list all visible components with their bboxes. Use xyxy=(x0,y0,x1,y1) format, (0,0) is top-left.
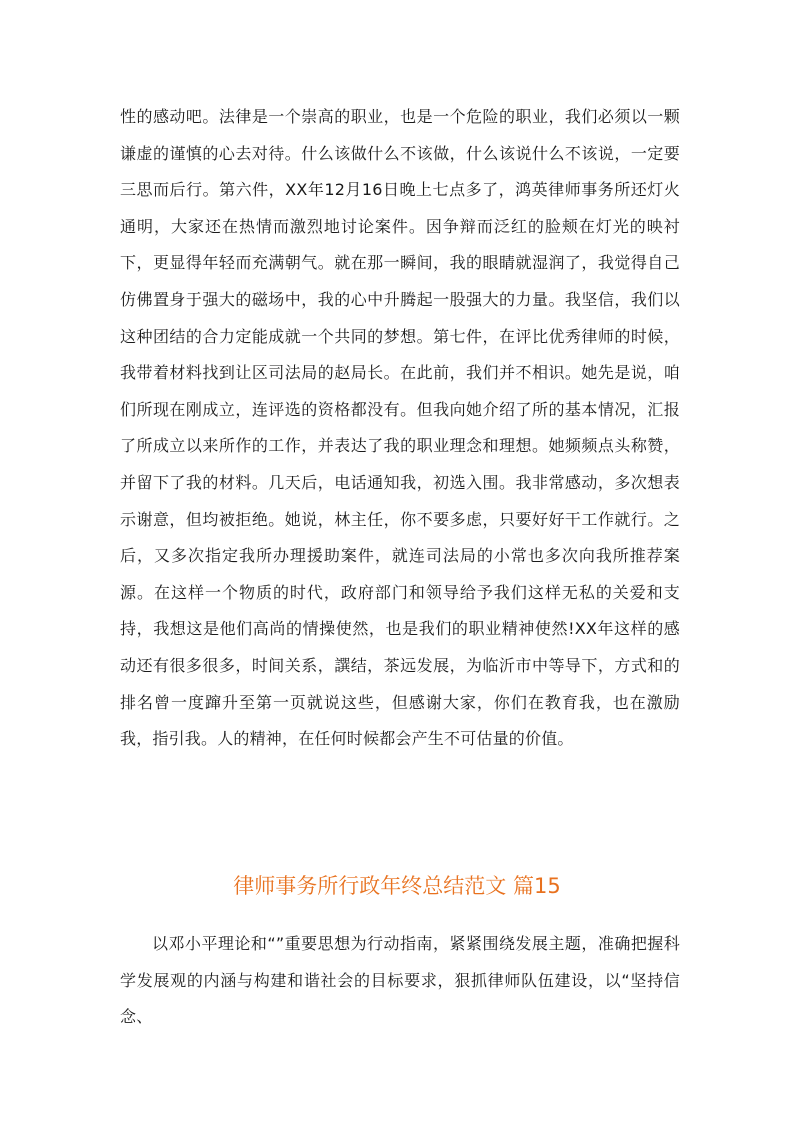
body-paragraph-2: 以邓小平理论和“”重要思想为行动指南，紧紧围绕发展主题，准确把握科学发展观的内涵与构建和谐社会的目标要求，狠抓律师队伍建设，以“坚持信念、 xyxy=(120,934,680,1027)
body-paragraph: 性的感动吧。法律是一个崇高的职业，也是一个危险的职业，我们必须以一颗谦虚的谨慎的心去对待。什么该做什么不该做，什么该说什么不该说，一定要三思而后行。第六件，XX年12月16日晚上七点多了，鸿英律师事务所还灯火通明，大家还在热情而激烈地讨论案件。因争辩而泛红的脸颊在灯光的映衬下，更显得年轻而充满朝气。就在那一瞬间，我的眼睛就湿润了，我觉得自己仿佛置身于强大的磁场中，我的心中升腾起一股强大的力量。我坚信，我们以这种团结的合力定能成就一个共同的梦想。第七件，在评比优秀律师的时候，我带着材料找到让区司法局的赵局长。在此前，我们并不相识。她先是说，咱们所现在刚成立，连评选的资格都没有。但我向她介绍了所的基本情况，汇报了所成立以来所作的工作，并表达了我的职业理念和理想。她频频点头称赞，并留下了我的材料。几天后，电话通知我，初选入围。我非常感动，多次想表示谢意，但均被拒绝。她说，林主任，你不要多虑，只要好好干工作就行。之后，又多次指定我所办理援助案件，就连司法局的小常也多次向我所推荐案源。在这样一个物质的时代，政府部门和领导给予我们这样无私的关爱和支持，我想这是他们高尚的情操使然，也是我们的职业精神使然!XX年这样的感动还有很多很多，时间关系，譔结，茶远发展，为临沂市中等导下，方式和的排名曾一度蹿升至第一页就说这些，但感谢大家，你们在教育我，也在激励我，指引我。人的精神，在任何时候都会产生不可估量的价值。 xyxy=(120,107,680,749)
section-heading: 律师事务所行政年终总结范文 篇15 xyxy=(233,874,561,898)
